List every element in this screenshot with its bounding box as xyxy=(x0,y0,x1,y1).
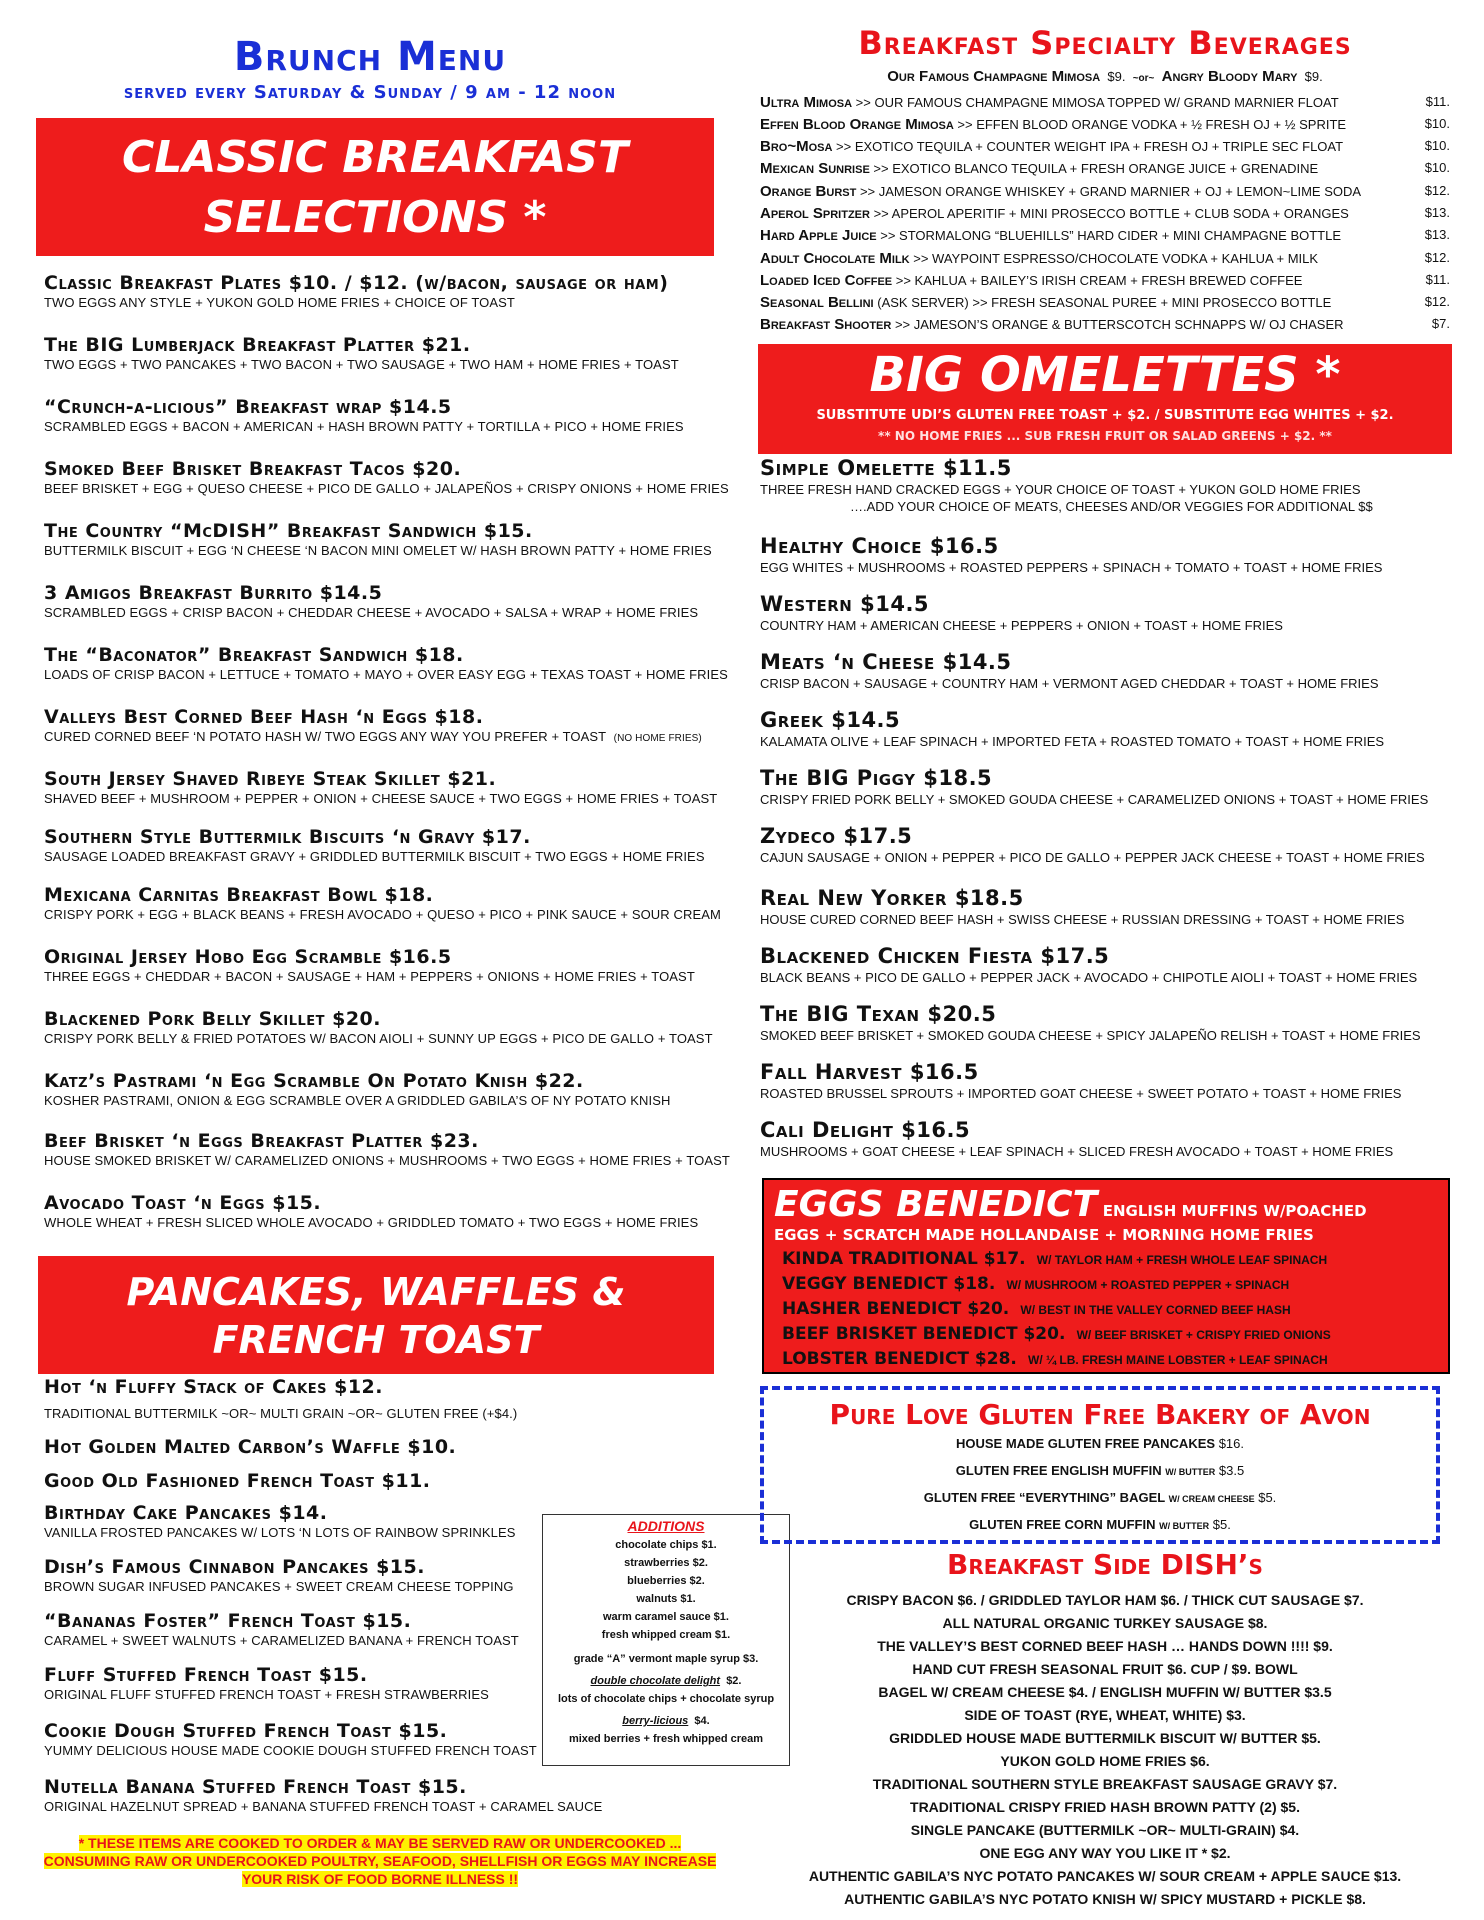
benedict-item-desc: W/ TAYLOR HAM + FRESH WHOLE LEAF SPINACH xyxy=(1036,1253,1328,1267)
addition-line: chocolate chips $1. xyxy=(615,1539,717,1551)
item-desc: CRISP BACON + SAUSAGE + COUNTRY HAM + VERMONT AGED CHEDDAR + TOAST + HOME FRIES xyxy=(760,676,1379,691)
addition-line: fresh whipped cream $1. xyxy=(601,1629,731,1641)
item-desc xyxy=(44,729,744,744)
addition-line: blueberries $2. xyxy=(627,1575,705,1587)
omelette-item xyxy=(760,1060,1450,1101)
item-desc: BLACK BEANS + PICO DE GALLO + PEPPER JACK + AVOCADO + CHIPOTLE AIOLI + TOAST + HOME FRIES xyxy=(760,970,1418,985)
brunch-subtitle: served every Saturday & Sunday / 9 am - 12 noon xyxy=(123,82,617,103)
addition-berry-desc: mixed berries + fresh whipped cream xyxy=(568,1733,764,1745)
item-desc: LOADS OF CRISP BACON + LETTUCE + TOMATO + MAYO + OVER EASY EGG + TEXAS TOAST + HOME FRIES xyxy=(44,667,728,682)
item-title: Classic Breakfast Plates $10. / $12. (w/bacon, sausage or ham) xyxy=(44,272,669,294)
omelettes-banner-title: BIG OMELETTES * xyxy=(869,347,1341,403)
addition-berry xyxy=(543,1712,789,1730)
omelette-item xyxy=(760,886,1450,927)
omelette-item xyxy=(760,456,1450,514)
side-item: CRISPY BACON $6. / GRIDDLED TAYLOR HAM $6. / THICK CUT SAUSAGE $7. xyxy=(846,1592,1364,1608)
item-desc: CARAMEL + SWEET WALNUTS + CARAMELIZED BANANA + FRENCH TOAST xyxy=(44,1633,519,1648)
gluten-item: GLUTEN FREE CORN MUFFIN W/ BUTTER $5. xyxy=(969,1517,1231,1532)
side-item: TRADITIONAL SOUTHERN STYLE BREAKFAST SAUSAGE GRAVY $7. xyxy=(872,1776,1338,1792)
beverage-name: Breakfast Shooter xyxy=(760,316,892,333)
classic-item xyxy=(44,706,744,744)
side-item: SINGLE PANCAKE (BUTTERMILK ~OR~ MULTI-GRAIN) $4. xyxy=(910,1822,1300,1838)
item-title: Real New Yorker $18.5 xyxy=(760,886,1024,910)
beverage-price: $12. xyxy=(1424,250,1450,265)
item-desc: SMOKED BEEF BRISKET + SMOKED GOUDA CHEESE + SPICY JALAPEÑO RELISH + TOAST + HOME FRIES xyxy=(760,1028,1421,1043)
beverage-desc: >> EXOTICO BLANCO TEQUILA + FRESH ORANGE JUICE + GRENADINE xyxy=(869,161,1319,176)
addition-line: warm caramel sauce $1. xyxy=(603,1611,729,1623)
item-title: Zydeco $17.5 xyxy=(760,824,913,848)
item-title: Southern Style Buttermilk Biscuits ‘n Gravy $17. xyxy=(44,826,531,848)
benedict-sub-b: EGGS + SCRATCH MADE HOLLANDAISE + MORNING HOME FRIES xyxy=(774,1226,1314,1244)
omelette-item xyxy=(760,534,1450,575)
item-desc: ROASTED BRUSSEL SPROUTS + IMPORTED GOAT CHEESE + SWEET POTATO + TOAST + HOME FRIES xyxy=(760,1086,1402,1101)
beverage-item xyxy=(760,94,1450,111)
additions-box xyxy=(542,1514,790,1766)
item-desc: SAUSAGE LOADED BREAKFAST GRAVY + GRIDDLED BUTTERMILK BISCUIT + TWO EGGS + HOME FRIES xyxy=(44,849,705,864)
benedict-item xyxy=(782,1272,1448,1297)
item-title: Beef Brisket ‘n Eggs Breakfast Platter $23. xyxy=(44,1130,479,1152)
beverage-price: $11. xyxy=(1425,272,1450,287)
addition-double-price: $2. xyxy=(726,1675,742,1687)
item-title: Good Old Fashioned French Toast $11. xyxy=(44,1470,431,1492)
beverage-name: Ultra Mimosa xyxy=(760,94,853,111)
beverage-name: Seasonal Bellini xyxy=(760,294,874,311)
item-desc: BROWN SUGAR INFUSED PANCAKES + SWEET CREAM CHEESE TOPPING xyxy=(44,1579,514,1594)
warning-line: * THESE ITEMS ARE COOKED TO ORDER & MAY BE SERVED RAW OR UNDERCOOKED ... xyxy=(78,1835,682,1851)
beverage-desc: >> JAMESON’S ORANGE & BUTTERSCOTCH SCHNAPPS W/ OJ CHASER xyxy=(891,317,1344,332)
gluten-free-box xyxy=(760,1386,1440,1544)
item-title: Smoked Beef Brisket Breakfast Tacos $20. xyxy=(44,458,462,480)
classic-item xyxy=(44,946,744,984)
item-desc: WHOLE WHEAT + FRESH SLICED WHOLE AVOCADO + GRIDDLED TOMATO + TWO EGGS + HOME FRIES xyxy=(44,1215,699,1230)
beverage-name: Mexican Sunrise xyxy=(760,160,870,177)
addition-double-name: double chocolate delight xyxy=(590,1675,721,1687)
item-title: “Crunch-a-licious” Breakfast wrap $14.5 xyxy=(44,396,452,418)
beverage-price: $12. xyxy=(1424,183,1450,198)
beverage-item xyxy=(760,183,1450,200)
beverage-bloody-mary: Angry Bloody Mary xyxy=(1161,68,1298,85)
brunch-title: Brunch Menu xyxy=(233,34,507,80)
beverage-desc: >> EFFEN BLOOD ORANGE VODKA + ½ FRESH OJ + ½ SPRITE xyxy=(953,117,1347,132)
beverage-name: Orange Burst xyxy=(760,183,857,200)
side-item: SIDE OF TOAST (RYE, WHEAT, WHITE) $3. xyxy=(964,1707,1246,1723)
beverage-price: $10. xyxy=(1424,160,1450,175)
classic-item xyxy=(44,1192,744,1230)
item-title: Hot Golden Malted Carbon’s Waffle $10. xyxy=(44,1436,457,1458)
addition-berry-name: berry-licious xyxy=(622,1715,689,1727)
item-desc: CAJUN SAUSAGE + ONION + PEPPER + PICO DE GALLO + PEPPER JACK CHEESE + TOAST + HOME FRIES xyxy=(760,850,1425,865)
benedict-item-desc: W/ MUSHROOM + ROASTED PEPPER + SPINACH xyxy=(1006,1278,1290,1292)
item-title: Fall Harvest $16.5 xyxy=(760,1060,979,1084)
item-title: Katz’s Pastrami ‘n Egg Scramble On Potato Knish $22. xyxy=(44,1070,584,1092)
item-title: Blackened Pork Belly Skillet $20. xyxy=(44,1008,381,1030)
omelette-item xyxy=(760,944,1450,985)
omelettes-sub1: SUBSTITUTE UDI’S GLUTEN FREE TOAST + $2. / SUBSTITUTE EGG WHITES + $2. xyxy=(816,408,1394,423)
item-desc: BEEF BRISKET + EGG + QUESO CHEESE + PICO DE GALLO + JALAPEÑOS + CRISPY ONIONS + HOME FRIES xyxy=(44,481,729,496)
beverage-mimosa-price: $9. xyxy=(1107,69,1126,84)
item-desc: ORIGINAL FLUFF STUFFED FRENCH TOAST + FRESH STRAWBERRIES xyxy=(44,1687,489,1702)
side-item: HAND CUT FRESH SEASONAL FRUIT $6. CUP / $9. BOWL xyxy=(912,1661,1298,1677)
item-desc: HOUSE CURED CORNED BEEF HASH + SWISS CHEESE + RUSSIAN DRESSING + TOAST + HOME FRIES xyxy=(760,912,1405,927)
benedict-box xyxy=(762,1178,1450,1374)
omelette-item xyxy=(760,708,1450,749)
pancake-item xyxy=(44,1470,744,1492)
item-desc: KALAMATA OLIVE + LEAF SPINACH + IMPORTED FETA + ROASTED TOMATO + TOAST + HOME FRIES xyxy=(760,734,1385,749)
item-desc-extra: ….ADD YOUR CHOICE OF MEATS, CHEESES AND/OR VEGGIES FOR ADDITIONAL $$ xyxy=(850,499,1373,514)
item-title: Meats ‘n Cheese $14.5 xyxy=(760,650,1012,674)
side-item: GRIDDLED HOUSE MADE BUTTERMILK BISCUIT W/ BUTTER $5. xyxy=(889,1730,1321,1746)
beverage-item xyxy=(760,116,1450,133)
classic-banner-line2: SELECTIONS * xyxy=(203,192,547,243)
item-title: The BIG Piggy $18.5 xyxy=(760,766,993,790)
pancakes-banner-line1: PANCAKES, WAFFLES & xyxy=(126,1270,626,1314)
item-title: 3 Amigos Breakfast Burrito $14.5 xyxy=(44,582,383,604)
addition-double-desc: lots of chocolate chips + chocolate syrup xyxy=(557,1693,775,1705)
addition-line: walnuts $1. xyxy=(636,1593,696,1605)
item-title: Nutella Banana Stuffed French Toast $15. xyxy=(44,1776,467,1798)
item-title: Cookie Dough Stuffed French Toast $15. xyxy=(44,1720,448,1742)
side-item: YUKON GOLD HOME FRIES $6. xyxy=(1000,1753,1210,1769)
item-desc: SCRAMBLED EGGS + BACON + AMERICAN + HASH BROWN PATTY + TORTILLA + PICO + HOME FRIES xyxy=(44,419,684,434)
beverage-price: $11. xyxy=(1425,94,1450,109)
beverage-price: $13. xyxy=(1424,205,1450,220)
item-desc: SCRAMBLED EGGS + CRISP BACON + CHEDDAR CHEESE + AVOCADO + SALSA + WRAP + HOME FRIES xyxy=(44,605,699,620)
beverage-desc: >> APEROL APERITIF + MINI PROSECCO BOTTLE + CLUB SODA + ORANGES xyxy=(869,206,1349,221)
pancake-item xyxy=(44,1376,744,1421)
item-desc: TWO EGGS ANY STYLE + YUKON GOLD HOME FRIES + CHOICE OF TOAST xyxy=(44,295,515,310)
omelette-item xyxy=(760,1118,1450,1159)
item-desc: KOSHER PASTRAMI, ONION & EGG SCRAMBLE OVER A GRIDDLED GABILA’S OF NY POTATO KNISH xyxy=(44,1093,671,1108)
side-item: TRADITIONAL CRISPY FRIED HASH BROWN PATTY (2) $5. xyxy=(910,1799,1300,1815)
item-desc: THREE EGGS + CHEDDAR + BACON + SAUSAGE + HAM + PEPPERS + ONIONS + HOME FRIES + TOAST xyxy=(44,969,695,984)
beverage-desc: >> STORMALONG “BLUEHILLS” HARD CIDER + MINI CHAMPAGNE BOTTLE xyxy=(876,228,1342,243)
addition-line: strawberries $2. xyxy=(624,1557,708,1569)
benedict-item xyxy=(782,1322,1448,1347)
omelette-item xyxy=(760,592,1450,633)
beverage-item xyxy=(760,138,1450,155)
omelette-item xyxy=(760,1002,1450,1043)
item-title: Mexicana Carnitas Breakfast Bowl $18. xyxy=(44,884,434,906)
gluten-item: GLUTEN FREE ENGLISH MUFFIN W/ BUTTER $3.5 xyxy=(955,1463,1245,1478)
addition-berry-price: $4. xyxy=(694,1715,710,1727)
item-desc-text: CURED CORNED BEEF ‘N POTATO HASH W/ TWO EGGS ANY WAY YOU PREFER + TOAST xyxy=(44,729,607,744)
item-title: Greek $14.5 xyxy=(760,708,901,732)
beverage-name: Bro~Mosa xyxy=(760,138,833,155)
beverage-item xyxy=(760,160,1450,177)
gluten-item: GLUTEN FREE “EVERYTHING” BAGEL W/ CREAM CHEESE $5. xyxy=(923,1490,1277,1505)
benedict-item-name: VEGGY BENEDICT $18. xyxy=(782,1274,996,1294)
item-title: Valleys Best Corned Beef Hash ‘n Eggs $18. xyxy=(44,706,484,728)
beverage-price: $13. xyxy=(1424,227,1450,242)
item-title: The Country “McDISH” Breakfast Sandwich $15. xyxy=(44,520,533,542)
addition-maple: grade “A” vermont maple syrup $3. xyxy=(573,1653,759,1665)
beverages-title: Breakfast Specialty Beverages xyxy=(858,24,1352,62)
warning-line: YOUR RISK OF FOOD BORNE ILLNESS !! xyxy=(241,1871,519,1887)
benedict-title: EGGS BENEDICT xyxy=(774,1184,1098,1225)
beverage-price: $7. xyxy=(1431,316,1450,331)
beverage-item xyxy=(760,316,1450,333)
item-title: Birthday Cake Pancakes $14. xyxy=(44,1502,328,1524)
item-title: The BIG Texan $20.5 xyxy=(760,1002,997,1026)
item-desc: TWO EGGS + TWO PANCAKES + TWO BACON + TWO SAUSAGE + TWO HAM + HOME FRIES + TOAST xyxy=(44,357,679,372)
side-item: ALL NATURAL ORGANIC TURKEY SAUSAGE $8. xyxy=(942,1615,1268,1631)
side-item: THE VALLEY’S BEST CORNED BEEF HASH … HANDS DOWN !!!! $9. xyxy=(877,1638,1333,1654)
beverage-mimosa: Our Famous Champagne Mimosa xyxy=(887,68,1101,85)
beverage-bloody-mary-price: $9. xyxy=(1304,69,1323,84)
item-desc: EGG WHITES + MUSHROOMS + ROASTED PEPPERS + SPINACH + TOMATO + TOAST + HOME FRIES xyxy=(760,560,1383,575)
item-desc: MUSHROOMS + GOAT CHEESE + LEAF SPINACH + SLICED FRESH AVOCADO + TOAST + HOME FRIES xyxy=(760,1144,1394,1159)
benedict-item-name: KINDA TRADITIONAL $17. xyxy=(782,1249,1026,1269)
item-title: The BIG Lumberjack Breakfast Platter $21. xyxy=(44,334,471,356)
beverage-desc: >> WAYPOINT ESPRESSO/CHOCOLATE VODKA + KAHLUA + MILK xyxy=(909,251,1319,266)
benedict-item-name: LOBSTER BENEDICT $28. xyxy=(782,1349,1017,1369)
omelettes-banner xyxy=(758,344,1452,454)
item-desc: ORIGINAL HAZELNUT SPREAD + BANANA STUFFED FRENCH TOAST + CARAMEL SAUCE xyxy=(44,1799,603,1814)
omelette-item xyxy=(760,766,1450,807)
warning-line: CONSUMING RAW OR UNDERCOOKED POULTRY, SEAFOOD, SHELLFISH OR EGGS MAY INCREASE xyxy=(43,1853,717,1869)
item-title: Dish’s Famous Cinnabon Pancakes $15. xyxy=(44,1556,425,1578)
item-desc: SHAVED BEEF + MUSHROOM + PEPPER + ONION + CHEESE SAUCE + TWO EGGS + HOME FRIES + TOAST xyxy=(44,791,718,806)
classic-banner-line1: CLASSIC BREAKFAST xyxy=(122,132,628,183)
side-item: ONE EGG ANY WAY YOU LIKE IT * $2. xyxy=(979,1845,1231,1861)
gluten-free-title: Pure Love Gluten Free Bakery of Avon xyxy=(829,1398,1371,1431)
classic-item xyxy=(44,334,744,372)
benedict-item-name: HASHER BENEDICT $20. xyxy=(782,1299,1010,1319)
classic-item xyxy=(44,1130,744,1168)
classic-item xyxy=(44,582,744,620)
item-title: Simple Omelette $11.5 xyxy=(760,456,1012,480)
classic-item xyxy=(44,272,744,310)
item-desc: THREE FRESH HAND CRACKED EGGS + YOUR CHOICE OF TOAST + YUKON GOLD HOME FRIES xyxy=(760,482,1361,497)
benedict-item-desc: W/ BEST IN THE VALLEY CORNED BEEF HASH xyxy=(1020,1303,1291,1317)
item-title: Fluff Stuffed French Toast $15. xyxy=(44,1664,368,1686)
classic-item xyxy=(44,396,744,434)
beverages-subtitle xyxy=(760,68,1450,85)
classic-item xyxy=(44,884,744,922)
classic-item xyxy=(44,826,744,864)
beverage-name: Hard Apple Juice xyxy=(760,227,877,244)
omelette-item xyxy=(760,650,1450,691)
classic-item xyxy=(44,458,744,496)
classic-item xyxy=(44,1070,744,1108)
benedict-header xyxy=(764,1180,1448,1225)
pancake-item xyxy=(44,1776,744,1814)
beverage-name: Effen Blood Orange Mimosa xyxy=(760,116,954,133)
pancake-item xyxy=(44,1436,744,1458)
beverage-price: $10. xyxy=(1424,116,1450,131)
item-desc: CRISPY FRIED PORK BELLY + SMOKED GOUDA CHEESE + CARAMELIZED ONIONS + TOAST + HOME FRIES xyxy=(760,792,1429,807)
beverage-price: $10. xyxy=(1424,138,1450,153)
item-desc: CRISPY PORK + EGG + BLACK BEANS + FRESH AVOCADO + QUESO + PICO + PINK SAUCE + SOUR CREAM xyxy=(44,907,721,922)
item-title: The “Baconator” Breakfast Sandwich $18. xyxy=(44,644,464,666)
gluten-item: HOUSE MADE GLUTEN FREE PANCAKES $16. xyxy=(956,1436,1244,1451)
classic-item xyxy=(44,520,744,558)
beverage-name: Loaded Iced Coffee xyxy=(760,272,893,289)
addition-double xyxy=(543,1672,789,1690)
item-title: Avocado Toast ‘n Eggs $15. xyxy=(44,1192,322,1214)
classic-banner xyxy=(36,118,714,256)
benedict-item-name: BEEF BRISKET BENEDICT $20. xyxy=(782,1324,1066,1344)
item-title: Hot ‘n Fluffy Stack of Cakes $12. xyxy=(44,1376,383,1398)
item-title: South Jersey Shaved Ribeye Steak Skillet $21. xyxy=(44,768,497,790)
benedict-item-desc: W/ ¼ LB. FRESH MAINE LOBSTER + LEAF SPINACH xyxy=(1028,1353,1328,1367)
side-item: AUTHENTIC GABILA’S NYC POTATO KNISH W/ SPICY MUSTARD + PICKLE $8. xyxy=(844,1891,1366,1907)
item-note: (NO HOME FRIES) xyxy=(613,733,702,744)
beverage-item xyxy=(760,272,1450,289)
classic-item xyxy=(44,1008,744,1046)
pancakes-banner-line2: FRENCH TOAST xyxy=(212,1318,540,1362)
benedict-sub-a: ENGLISH MUFFINS W/POACHED xyxy=(1102,1202,1367,1220)
beverage-or: ~or~ xyxy=(1132,73,1155,84)
item-desc: TRADITIONAL BUTTERMILK ~OR~ MULTI GRAIN ~OR~ GLUTEN FREE (+$4.) xyxy=(44,1406,518,1421)
beverage-desc: >> JAMESON ORANGE WHISKEY + GRAND MARNIER + OJ + LEMON~LIME SODA xyxy=(856,184,1362,199)
item-desc: VANILLA FROSTED PANCAKES W/ LOTS ‘N LOTS OF RAINBOW SPRINKLES xyxy=(44,1525,516,1540)
benedict-items xyxy=(764,1245,1448,1372)
side-item: AUTHENTIC GABILA’S NYC POTATO PANCAKES W/ SOUR CREAM + APPLE SAUCE $13. xyxy=(808,1868,1402,1884)
beverage-desc: (ASK SERVER) >> FRESH SEASONAL PUREE + MINI PROSECCO BOTTLE xyxy=(873,295,1332,310)
classic-item xyxy=(44,768,744,806)
item-desc: BUTTERMILK BISCUIT + EGG ‘N CHEESE ‘N BACON MINI OMELET W/ HASH BROWN PATTY + HOME FRIES xyxy=(44,543,712,558)
sides-title: Breakfast Side DISH’s xyxy=(947,1548,1263,1581)
beverage-item xyxy=(760,250,1450,267)
benedict-item xyxy=(782,1247,1448,1272)
item-title: Original Jersey Hobo Egg Scramble $16.5 xyxy=(44,946,452,968)
item-desc: YUMMY DELICIOUS HOUSE MADE COOKIE DOUGH STUFFED FRENCH TOAST xyxy=(44,1743,537,1758)
beverage-desc: >> EXOTICO TEQUILA + COUNTER WEIGHT IPA + FRESH OJ + TRIPLE SEC FLOAT xyxy=(832,139,1344,154)
beverage-name: Adult Chocolate Milk xyxy=(760,250,910,267)
item-desc: CRISPY PORK BELLY & FRIED POTATOES W/ BACON AIOLI + SUNNY UP EGGS + PICO DE GALLO + TOAST xyxy=(44,1031,713,1046)
omelettes-sub2: ** NO HOME FRIES ... SUB FRESH FRUIT OR SALAD GREENS + $2. ** xyxy=(878,429,1332,443)
beverage-item xyxy=(760,227,1450,244)
food-warning xyxy=(30,1834,730,1888)
item-title: Cali Delight $16.5 xyxy=(760,1118,971,1142)
additions-title: ADDITIONS xyxy=(627,1518,705,1534)
benedict-item xyxy=(782,1347,1448,1372)
beverage-price: $12. xyxy=(1424,294,1450,309)
benedict-item-desc: W/ BEEF BRISKET + CRISPY FRIED ONIONS xyxy=(1076,1328,1331,1342)
omelette-item xyxy=(760,824,1450,865)
classic-item xyxy=(44,644,744,682)
item-desc: HOUSE SMOKED BRISKET W/ CARAMELIZED ONIONS + MUSHROOMS + TWO EGGS + HOME FRIES + TOAST xyxy=(44,1153,730,1168)
beverage-item xyxy=(760,205,1450,222)
item-title: Healthy Choice $16.5 xyxy=(760,534,999,558)
item-title: Western $14.5 xyxy=(760,592,930,616)
item-desc: COUNTRY HAM + AMERICAN CHEESE + PEPPERS + ONION + TOAST + HOME FRIES xyxy=(760,618,1283,633)
beverage-name: Aperol Spritzer xyxy=(760,205,870,222)
item-title: Blackened Chicken Fiesta $17.5 xyxy=(760,944,1110,968)
beverage-item xyxy=(760,294,1450,311)
benedict-item xyxy=(782,1297,1448,1322)
pancakes-banner xyxy=(38,1256,714,1374)
side-item: BAGEL W/ CREAM CHEESE $4. / ENGLISH MUFFIN W/ BUTTER $3.5 xyxy=(878,1684,1332,1700)
beverage-desc: >> OUR FAMOUS CHAMPAGNE MIMOSA TOPPED W/ GRAND MARNIER FLOAT xyxy=(852,95,1339,110)
item-title: “Bananas Foster” French Toast $15. xyxy=(44,1610,412,1632)
beverage-desc: >> KAHLUA + BAILEY’S IRISH CREAM + FRESH BREWED COFFEE xyxy=(892,273,1303,288)
